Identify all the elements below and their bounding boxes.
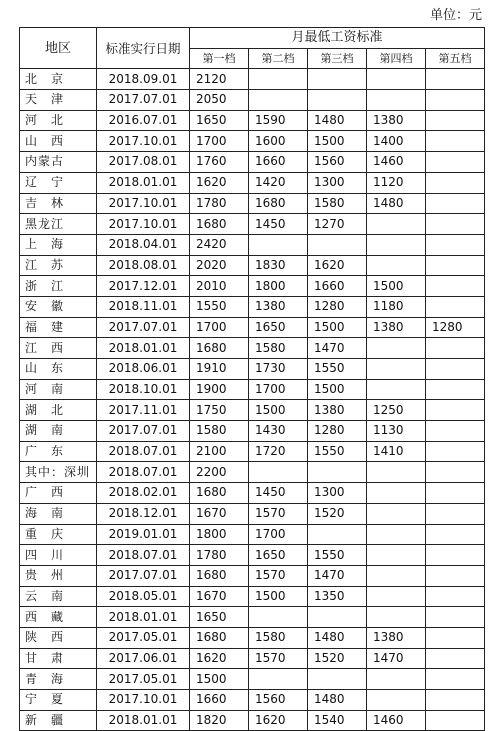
table-row: [20, 586, 485, 607]
tier-4-cell: 1500: [367, 276, 426, 297]
region-cell: 上 海: [20, 234, 97, 255]
tier-1-cell: 1780: [190, 545, 249, 566]
region-cell: 西 藏: [20, 607, 97, 628]
tier-4-cell: 1460: [367, 710, 426, 731]
table-row: [20, 110, 485, 131]
table-row: [20, 152, 485, 173]
tier-1-cell: 1580: [190, 421, 249, 442]
tier-3-cell: [308, 669, 367, 690]
table-row: [20, 421, 485, 442]
region-cell: 新 疆: [20, 710, 97, 731]
table-row: [20, 214, 485, 235]
tier-5-cell: [426, 90, 485, 111]
tier-1-cell: 2100: [190, 441, 249, 462]
tier-4-cell: [367, 69, 426, 90]
tier-4-cell: [367, 607, 426, 628]
tier-4-cell: [367, 586, 426, 607]
tier-1-cell: 1680: [190, 565, 249, 586]
region-cell: 广 东: [20, 441, 97, 462]
tier-1-cell: 1780: [190, 193, 249, 214]
tier-2-cell: 1800: [249, 276, 308, 297]
table-row: [20, 627, 485, 648]
tier-3-cell: 1480: [308, 690, 367, 711]
tier-4-cell: [367, 234, 426, 255]
date-cell: 2017.10.01: [97, 193, 190, 214]
date-cell: 2018.01.01: [97, 710, 190, 731]
tier-2-cell: 1580: [249, 338, 308, 359]
header-tier-1: 第一档: [190, 48, 249, 69]
tier-5-cell: [426, 193, 485, 214]
tier-5-cell: [426, 503, 485, 524]
tier-4-cell: 1250: [367, 400, 426, 421]
tier-5-cell: [426, 441, 485, 462]
tier-4-cell: 1480: [367, 193, 426, 214]
date-cell: 2017.05.01: [97, 627, 190, 648]
tier-4-cell: [367, 483, 426, 504]
header-tier-3: 第三档: [308, 48, 367, 69]
tier-5-cell: [426, 276, 485, 297]
tier-5-cell: [426, 152, 485, 173]
date-cell: 2018.06.01: [97, 359, 190, 380]
tier-4-cell: 1180: [367, 296, 426, 317]
tier-3-cell: 1500: [308, 317, 367, 338]
tier-4-cell: 1460: [367, 152, 426, 173]
table-row: [20, 234, 485, 255]
tier-5-cell: [426, 359, 485, 380]
tier-1-cell: 2020: [190, 255, 249, 276]
tier-3-cell: 1280: [308, 296, 367, 317]
date-cell: 2018.01.01: [97, 607, 190, 628]
region-cell: 河 南: [20, 379, 97, 400]
date-cell: 2018.07.01: [97, 545, 190, 566]
tier-1-cell: 1620: [190, 648, 249, 669]
region-cell: 云 南: [20, 586, 97, 607]
region-cell: 贵 州: [20, 565, 97, 586]
tier-5-cell: [426, 627, 485, 648]
region-cell: 浙 江: [20, 276, 97, 297]
tier-4-cell: [367, 338, 426, 359]
tier-2-cell: 1450: [249, 483, 308, 504]
region-cell: 湖 南: [20, 421, 97, 442]
tier-2-cell: 1560: [249, 690, 308, 711]
tier-2-cell: 1830: [249, 255, 308, 276]
tier-1-cell: 1680: [190, 338, 249, 359]
tier-3-cell: [308, 607, 367, 628]
tier-1-cell: 1660: [190, 690, 249, 711]
region-cell: 其中：深圳: [20, 462, 97, 483]
tier-4-cell: [367, 90, 426, 111]
date-cell: 2017.11.01: [97, 400, 190, 421]
tier-5-cell: [426, 255, 485, 276]
region-cell: 湖 北: [20, 400, 97, 421]
tier-3-cell: 1540: [308, 710, 367, 731]
table-row: [20, 483, 485, 504]
tier-2-cell: 1500: [249, 586, 308, 607]
date-cell: 2018.08.01: [97, 255, 190, 276]
table-row: [20, 276, 485, 297]
tier-2-cell: 1500: [249, 400, 308, 421]
tier-1-cell: 2200: [190, 462, 249, 483]
tier-4-cell: [367, 359, 426, 380]
table-body: [20, 69, 485, 731]
tier-4-cell: 1470: [367, 648, 426, 669]
region-cell: 广 西: [20, 483, 97, 504]
date-cell: 2018.04.01: [97, 234, 190, 255]
header-monthly-minimum-wage: 月最低工资标准: [190, 28, 485, 49]
date-cell: 2018.05.01: [97, 586, 190, 607]
date-cell: 2019.01.01: [97, 524, 190, 545]
tier-5-cell: [426, 462, 485, 483]
tier-2-cell: 1700: [249, 524, 308, 545]
tier-2-cell: [249, 607, 308, 628]
tier-4-cell: [367, 565, 426, 586]
tier-3-cell: 1500: [308, 131, 367, 152]
date-cell: 2018.01.01: [97, 338, 190, 359]
tier-5-cell: [426, 296, 485, 317]
region-cell: 江 苏: [20, 255, 97, 276]
tier-1-cell: 1800: [190, 524, 249, 545]
tier-5-cell: [426, 483, 485, 504]
date-cell: 2017.07.01: [97, 565, 190, 586]
tier-2-cell: 1600: [249, 131, 308, 152]
minimum-wage-table: [19, 27, 485, 731]
region-cell: 北 京: [20, 69, 97, 90]
date-cell: 2017.07.01: [97, 421, 190, 442]
date-cell: 2018.10.01: [97, 379, 190, 400]
region-cell: 山 西: [20, 131, 97, 152]
tier-5-cell: [426, 690, 485, 711]
date-cell: 2017.08.01: [97, 152, 190, 173]
tier-2-cell: 1430: [249, 421, 308, 442]
date-cell: 2018.07.01: [97, 462, 190, 483]
tier-2-cell: 1680: [249, 193, 308, 214]
tier-5-cell: [426, 565, 485, 586]
tier-4-cell: 1380: [367, 317, 426, 338]
tier-1-cell: 1680: [190, 627, 249, 648]
tier-2-cell: 1570: [249, 503, 308, 524]
tier-5-cell: [426, 131, 485, 152]
tier-3-cell: 1500: [308, 379, 367, 400]
tier-1-cell: 2010: [190, 276, 249, 297]
tier-2-cell: 1420: [249, 172, 308, 193]
table-row: [20, 69, 485, 90]
tier-3-cell: 1520: [308, 648, 367, 669]
tier-1-cell: 1700: [190, 317, 249, 338]
tier-1-cell: 1900: [190, 379, 249, 400]
tier-3-cell: 1580: [308, 193, 367, 214]
tier-2-cell: 1380: [249, 296, 308, 317]
tier-1-cell: 2050: [190, 90, 249, 111]
tier-4-cell: 1380: [367, 110, 426, 131]
tier-3-cell: 1380: [308, 400, 367, 421]
tier-2-cell: 1650: [249, 545, 308, 566]
tier-4-cell: [367, 503, 426, 524]
tier-3-cell: 1270: [308, 214, 367, 235]
tier-3-cell: 1550: [308, 441, 367, 462]
table-row: [20, 565, 485, 586]
tier-5-cell: [426, 586, 485, 607]
tier-3-cell: 1300: [308, 483, 367, 504]
tier-2-cell: 1590: [249, 110, 308, 131]
tier-1-cell: 1680: [190, 483, 249, 504]
tier-4-cell: 1120: [367, 172, 426, 193]
tier-2-cell: 1650: [249, 317, 308, 338]
tier-1-cell: 2120: [190, 69, 249, 90]
tier-2-cell: [249, 234, 308, 255]
table-row: [20, 296, 485, 317]
tier-5-cell: [426, 214, 485, 235]
tier-1-cell: 1820: [190, 710, 249, 731]
tier-2-cell: 1700: [249, 379, 308, 400]
region-cell: 内蒙古: [20, 152, 97, 173]
tier-3-cell: 1560: [308, 152, 367, 173]
date-cell: 2018.09.01: [97, 69, 190, 90]
tier-1-cell: 1910: [190, 359, 249, 380]
tier-1-cell: 1500: [190, 669, 249, 690]
region-cell: 安 徽: [20, 296, 97, 317]
tier-3-cell: 1480: [308, 627, 367, 648]
tier-3-cell: 1660: [308, 276, 367, 297]
tier-1-cell: 1750: [190, 400, 249, 421]
tier-1-cell: 1650: [190, 110, 249, 131]
tier-3-cell: 1470: [308, 565, 367, 586]
tier-2-cell: 1720: [249, 441, 308, 462]
tier-2-cell: 1730: [249, 359, 308, 380]
date-cell: 2017.10.01: [97, 690, 190, 711]
table-row: [20, 172, 485, 193]
tier-1-cell: 1620: [190, 172, 249, 193]
tier-3-cell: 1520: [308, 503, 367, 524]
tier-5-cell: [426, 234, 485, 255]
date-cell: 2018.07.01: [97, 441, 190, 462]
region-cell: 四 川: [20, 545, 97, 566]
date-cell: 2017.07.01: [97, 90, 190, 111]
tier-3-cell: 1350: [308, 586, 367, 607]
tier-5-cell: [426, 545, 485, 566]
header-date: 标准实行日期: [97, 28, 190, 69]
table-row: [20, 441, 485, 462]
date-cell: 2017.07.01: [97, 317, 190, 338]
tier-2-cell: [249, 69, 308, 90]
header-tier-5: 第五档: [426, 48, 485, 69]
table-row: [20, 90, 485, 111]
region-cell: 福 建: [20, 317, 97, 338]
header-tier-4: 第四档: [367, 48, 426, 69]
tier-3-cell: [308, 69, 367, 90]
table-row: [20, 669, 485, 690]
tier-1-cell: 1670: [190, 503, 249, 524]
region-cell: 河 北: [20, 110, 97, 131]
table-row: [20, 338, 485, 359]
tier-4-cell: [367, 524, 426, 545]
tier-5-cell: [426, 710, 485, 731]
header-tier-2: 第二档: [249, 48, 308, 69]
tier-2-cell: 1660: [249, 152, 308, 173]
tier-5-cell: [426, 524, 485, 545]
table-row: [20, 648, 485, 669]
date-cell: 2017.06.01: [97, 648, 190, 669]
date-cell: 2018.01.01: [97, 172, 190, 193]
table-row: [20, 400, 485, 421]
region-cell: 宁 夏: [20, 690, 97, 711]
region-cell: 辽 宁: [20, 172, 97, 193]
tier-4-cell: [367, 255, 426, 276]
tier-3-cell: 1550: [308, 359, 367, 380]
table-row: [20, 193, 485, 214]
tier-3-cell: [308, 524, 367, 545]
tier-2-cell: [249, 90, 308, 111]
tier-5-cell: [426, 379, 485, 400]
unit-label: 单位：元: [429, 8, 482, 23]
tier-3-cell: 1480: [308, 110, 367, 131]
tier-3-cell: [308, 462, 367, 483]
tier-4-cell: [367, 379, 426, 400]
tier-5-cell: [426, 69, 485, 90]
tier-4-cell: 1380: [367, 627, 426, 648]
tier-3-cell: 1300: [308, 172, 367, 193]
tier-1-cell: 1680: [190, 214, 249, 235]
tier-3-cell: [308, 90, 367, 111]
table-row: [20, 379, 485, 400]
tier-3-cell: 1280: [308, 421, 367, 442]
tier-4-cell: 1410: [367, 441, 426, 462]
tier-5-cell: [426, 400, 485, 421]
tier-5-cell: 1280: [426, 317, 485, 338]
tier-1-cell: 2420: [190, 234, 249, 255]
region-cell: 山 东: [20, 359, 97, 380]
tier-4-cell: [367, 545, 426, 566]
date-cell: 2016.07.01: [97, 110, 190, 131]
tier-2-cell: [249, 669, 308, 690]
tier-5-cell: [426, 648, 485, 669]
date-cell: 2018.02.01: [97, 483, 190, 504]
tier-4-cell: [367, 462, 426, 483]
date-cell: 2017.05.01: [97, 669, 190, 690]
table-row: [20, 710, 485, 731]
tier-5-cell: [426, 172, 485, 193]
table-row: [20, 255, 485, 276]
date-cell: 2017.12.01: [97, 276, 190, 297]
date-cell: 2018.11.01: [97, 296, 190, 317]
region-cell: 吉 林: [20, 193, 97, 214]
region-cell: 青 海: [20, 669, 97, 690]
tier-4-cell: [367, 690, 426, 711]
table-row: [20, 690, 485, 711]
region-cell: 江 西: [20, 338, 97, 359]
table-row: [20, 503, 485, 524]
tier-1-cell: 1550: [190, 296, 249, 317]
tier-5-cell: [426, 110, 485, 131]
tier-2-cell: 1450: [249, 214, 308, 235]
table-row: [20, 545, 485, 566]
table-row: [20, 131, 485, 152]
table-row: [20, 359, 485, 380]
tier-3-cell: 1550: [308, 545, 367, 566]
tier-1-cell: 1760: [190, 152, 249, 173]
tier-1-cell: 1670: [190, 586, 249, 607]
tier-5-cell: [426, 421, 485, 442]
tier-4-cell: 1400: [367, 131, 426, 152]
tier-2-cell: 1620: [249, 710, 308, 731]
table-row: [20, 607, 485, 628]
tier-4-cell: [367, 669, 426, 690]
table-row: [20, 524, 485, 545]
region-cell: 陕 西: [20, 627, 97, 648]
tier-5-cell: [426, 669, 485, 690]
region-cell: 天 津: [20, 90, 97, 111]
tier-2-cell: 1570: [249, 565, 308, 586]
tier-2-cell: 1580: [249, 627, 308, 648]
tier-1-cell: 1650: [190, 607, 249, 628]
date-cell: 2018.12.01: [97, 503, 190, 524]
tier-3-cell: 1470: [308, 338, 367, 359]
tier-2-cell: [249, 462, 308, 483]
tier-1-cell: 1700: [190, 131, 249, 152]
region-cell: 甘 肃: [20, 648, 97, 669]
tier-3-cell: [308, 234, 367, 255]
region-cell: 重 庆: [20, 524, 97, 545]
tier-4-cell: 1130: [367, 421, 426, 442]
tier-5-cell: [426, 607, 485, 628]
header-region: 地区: [20, 28, 97, 69]
tier-4-cell: [367, 214, 426, 235]
table-row: [20, 462, 485, 483]
tier-2-cell: 1570: [249, 648, 308, 669]
date-cell: 2017.10.01: [97, 131, 190, 152]
region-cell: 海 南: [20, 503, 97, 524]
tier-3-cell: 1620: [308, 255, 367, 276]
table-row: [20, 317, 485, 338]
region-cell: 黑龙江: [20, 214, 97, 235]
date-cell: 2017.10.01: [97, 214, 190, 235]
tier-5-cell: [426, 338, 485, 359]
